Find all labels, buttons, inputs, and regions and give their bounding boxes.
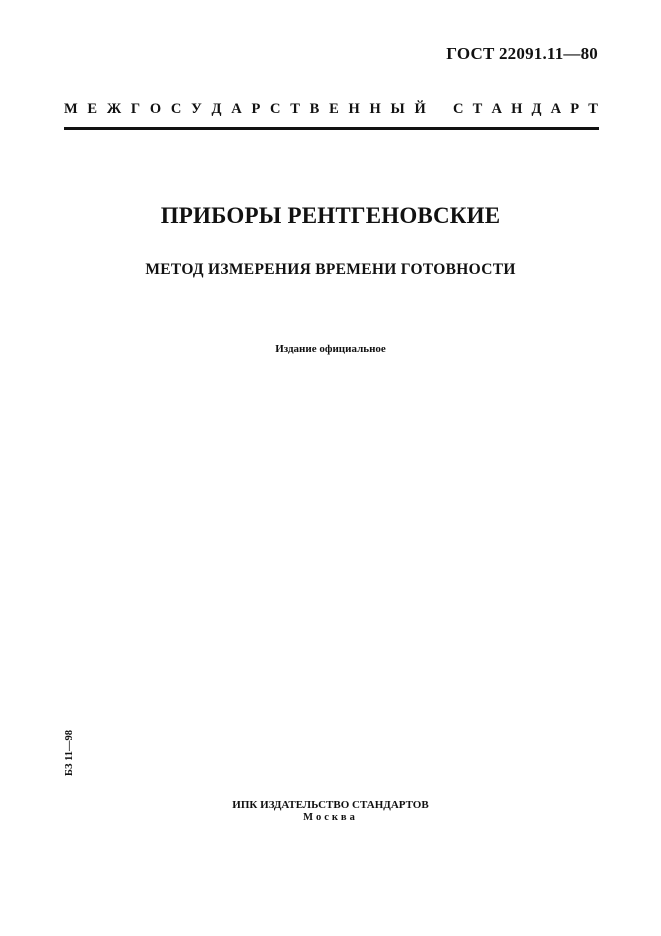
- document-title: ПРИБОРЫ РЕНТГЕНОВСКИЕ: [160, 203, 501, 228]
- category-word-standard: С Т А Н Д А Р Т: [453, 101, 598, 117]
- document-code: ГОСТ 22091.11—80: [446, 44, 598, 63]
- standard-category: [64, 101, 598, 118]
- side-print-code: БЗ 11—98: [64, 729, 75, 776]
- publisher-name: ИПК ИЗДАТЕЛЬСТВО СТАНДАРТОВ: [232, 799, 429, 811]
- category-word-interstate: М Е Ж Г О С У Д А Р С Т В Е Н Н Ы Й: [64, 101, 426, 117]
- edition-note: Издание официальное: [275, 343, 386, 355]
- document-subtitle: МЕТОД ИЗМЕРЕНИЯ ВРЕМЕНИ ГОТОВНОСТИ: [145, 261, 516, 278]
- header-rule: [64, 127, 599, 130]
- publisher-city: Москва: [303, 812, 358, 823]
